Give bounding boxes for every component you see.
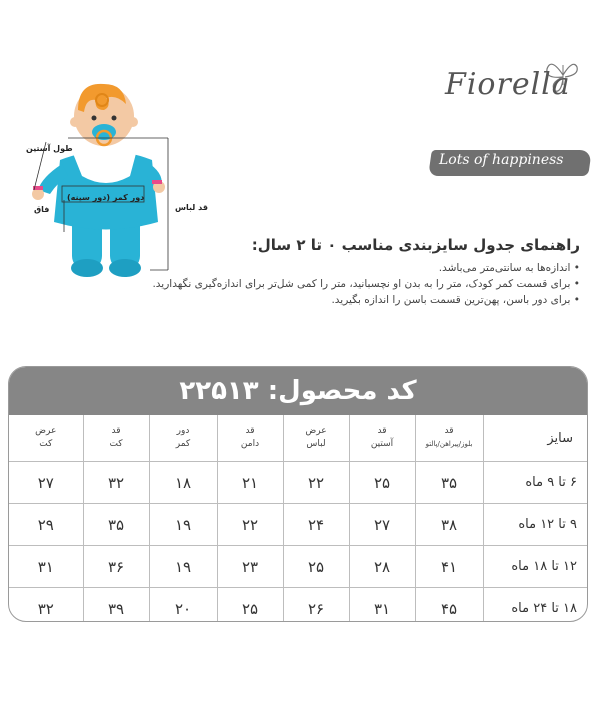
garment-height-label: قد لباس bbox=[175, 203, 208, 212]
brand-name: Fiorella bbox=[445, 67, 571, 102]
table-cell: ۲۱ bbox=[217, 462, 283, 504]
table-cell: ۱۹ bbox=[149, 546, 217, 588]
guide-note: • اندازه‌ها به سانتی‌متر می‌باشد. bbox=[60, 260, 580, 276]
size-cell: ۹ تا ۱۲ ماه bbox=[483, 504, 587, 546]
table-header-row bbox=[9, 415, 587, 462]
table-cell: ۳۲ bbox=[9, 588, 83, 623]
size-cell: ۶ تا ۹ ماه bbox=[483, 462, 587, 504]
size-table bbox=[9, 415, 587, 622]
table-cell: ۲۶ bbox=[283, 588, 349, 623]
table-cell: ۳۱ bbox=[9, 546, 83, 588]
table-cell: ۱۸ bbox=[149, 462, 217, 504]
guide-title: راهنمای جدول سایزبندی مناسب ۰ تا ۲ سال: bbox=[251, 236, 580, 254]
table-cell: ۳۵ bbox=[415, 462, 483, 504]
brand-logo bbox=[425, 55, 595, 185]
brand-tagline: Lots of happiness bbox=[439, 152, 564, 168]
column-header: قد کت bbox=[83, 415, 149, 462]
table-cell: ۲۷ bbox=[349, 504, 415, 546]
waist-label: دور کمر (دور سینه) bbox=[67, 193, 145, 202]
column-header: عرض لباس bbox=[283, 415, 349, 462]
table-cell: ۲۵ bbox=[349, 462, 415, 504]
column-header: قد دامن bbox=[217, 415, 283, 462]
size-cell: ۱۸ تا ۲۴ ماه bbox=[511, 601, 577, 616]
table-cell: ۲۵ bbox=[283, 546, 349, 588]
table-cell: ۲۳ bbox=[217, 546, 283, 588]
table-cell: ۲۵ bbox=[217, 588, 283, 623]
table-cell: ۳۵ bbox=[83, 504, 149, 546]
table-row bbox=[9, 546, 587, 588]
column-header: دور کمر bbox=[149, 415, 217, 462]
table-cell: ۳۲ bbox=[83, 462, 149, 504]
sleeve-length-label: طول آستین bbox=[26, 144, 73, 153]
table-cell: ۲۷ bbox=[9, 462, 83, 504]
table-cell: ۴۵ bbox=[415, 588, 483, 623]
guide-note: • برای دور باسن، پهن‌ترین قسمت باسن را اندازه بگیرید. bbox=[60, 292, 580, 308]
column-header: قد بلوز/پیراهن/پالتو bbox=[415, 415, 483, 462]
table-cell: ۴۱ bbox=[415, 546, 483, 588]
table-cell: ۲۲ bbox=[283, 462, 349, 504]
column-header: عرض کت bbox=[9, 415, 83, 462]
size-table-card bbox=[8, 366, 588, 622]
inseam-label: فاق bbox=[34, 205, 50, 214]
table-row bbox=[9, 588, 587, 623]
table-row bbox=[9, 504, 587, 546]
column-header: قد آستین bbox=[349, 415, 415, 462]
table-cell: ۲۴ bbox=[283, 504, 349, 546]
size-guide bbox=[60, 236, 580, 308]
table-cell: ۲۹ bbox=[9, 504, 83, 546]
product-code-header: کد محصول: ۲۲۵۱۳ bbox=[9, 367, 587, 415]
table-cell: ۱۹ bbox=[149, 504, 217, 546]
table-row bbox=[9, 462, 587, 504]
column-header: سایز bbox=[483, 415, 587, 462]
table-cell: ۲۲ bbox=[217, 504, 283, 546]
table-cell: ۳۶ bbox=[83, 546, 149, 588]
table-cell: ۲۸ bbox=[349, 546, 415, 588]
table-cell: ۳۱ bbox=[349, 588, 415, 623]
table-cell: ۲۰ bbox=[149, 588, 217, 623]
guide-notes bbox=[60, 260, 580, 308]
size-cell: ۱۲ تا ۱۸ ماه bbox=[483, 546, 587, 588]
table-cell: ۳۹ bbox=[83, 588, 149, 623]
guide-note: • برای قسمت کمر کودک، متر را به بدن او نچسبانید، متر را کمی شل‌تر برای اندازه‌گیری نگهدارید. bbox=[60, 276, 580, 292]
table-cell: ۳۸ bbox=[415, 504, 483, 546]
